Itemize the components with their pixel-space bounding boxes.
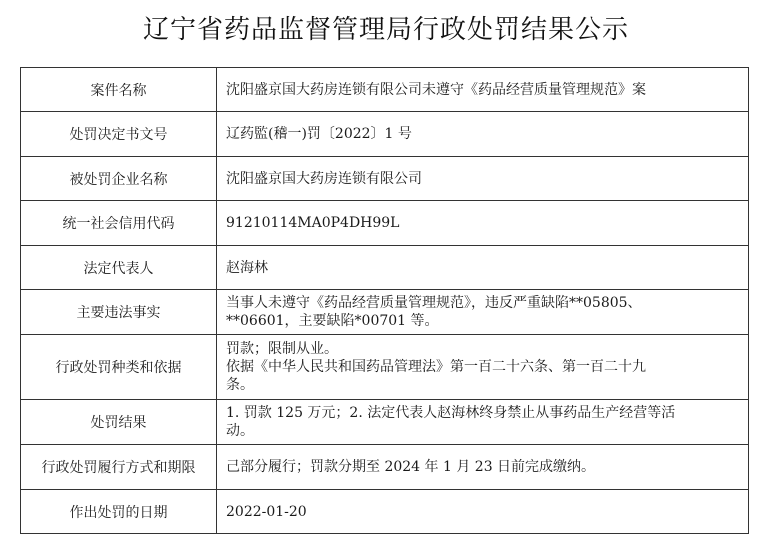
- row-label: 主要违法事实: [21, 290, 217, 335]
- row-value-line: 辽药監(稽一)罚〔2022〕1 号: [226, 126, 412, 142]
- row-label: 作出处罚的日期: [21, 490, 217, 534]
- table-row-company-name: [21, 157, 749, 201]
- row-value: [217, 157, 749, 201]
- table-row-fulfillment: [21, 445, 749, 490]
- row-value: [217, 246, 749, 290]
- row-value-line: **06601，主要缺陷*00701 等。: [226, 313, 439, 329]
- row-label: 统一社会信用代码: [21, 201, 217, 246]
- table-row-penalty-type-basis: [21, 335, 749, 400]
- row-value: [217, 335, 749, 400]
- table-row-legal-representative: [21, 246, 749, 290]
- row-value: [217, 201, 749, 246]
- row-label: 案件名称: [21, 68, 217, 112]
- row-value-line: 赵海林: [226, 259, 268, 276]
- table-row-penalty-date: [21, 490, 749, 534]
- row-label: 行政处罚履行方式和期限: [21, 445, 217, 490]
- row-value-line: 动。: [226, 423, 254, 439]
- row-value: [217, 112, 749, 157]
- table-row-case-name: [21, 68, 749, 112]
- table-row-credit-code: [21, 201, 749, 246]
- page-title: 辽宁省药品监督管理局行政处罚结果公示: [142, 15, 629, 45]
- row-value-line: 条。: [226, 377, 254, 393]
- row-label: 法定代表人: [21, 246, 217, 290]
- row-value: [217, 68, 749, 112]
- row-label: 处罚结果: [21, 400, 217, 445]
- row-value: [217, 490, 749, 534]
- row-value-line: 沈阳盛京国大药房连锁有限公司: [226, 170, 422, 187]
- row-value-line: 2022-01-20: [226, 503, 307, 520]
- penalty-info-table: [20, 67, 749, 534]
- row-value-line: 沈阳盛京国大药房连锁有限公司未遵守《药品经营质量管理规范》案: [226, 81, 646, 98]
- row-value-line: 己部分履行；罚款分期至 2024 年 1 月 23 日前完成缴纳。: [226, 459, 596, 475]
- row-value-line: 1. 罚款 125 万元；2. 法定代表人赵海林终身禁止从事药品生产经营等活: [226, 405, 676, 421]
- row-value-line: 当事人未遵守《药品经营质量管理规范》，违反严重缺陷**05805、: [226, 295, 642, 311]
- row-label: 被处罚企业名称: [21, 157, 217, 201]
- row-value: [217, 445, 749, 490]
- table-row-decision-number: [21, 112, 749, 157]
- row-label: 行政处罚种类和依据: [21, 335, 217, 400]
- table-row-penalty-result: [21, 400, 749, 445]
- row-value-line: 罚款；限制从业。: [226, 341, 338, 357]
- row-label: 处罚决定书文号: [21, 112, 217, 157]
- row-value-line: 依据《中华人民共和国药品管理法》第一百二十六条、第一百二十九: [226, 359, 646, 375]
- row-value: [217, 290, 749, 335]
- row-value: [217, 400, 749, 445]
- table-row-violation-facts: [21, 290, 749, 335]
- row-value-line: 91210114MA0P4DH99L: [226, 215, 400, 231]
